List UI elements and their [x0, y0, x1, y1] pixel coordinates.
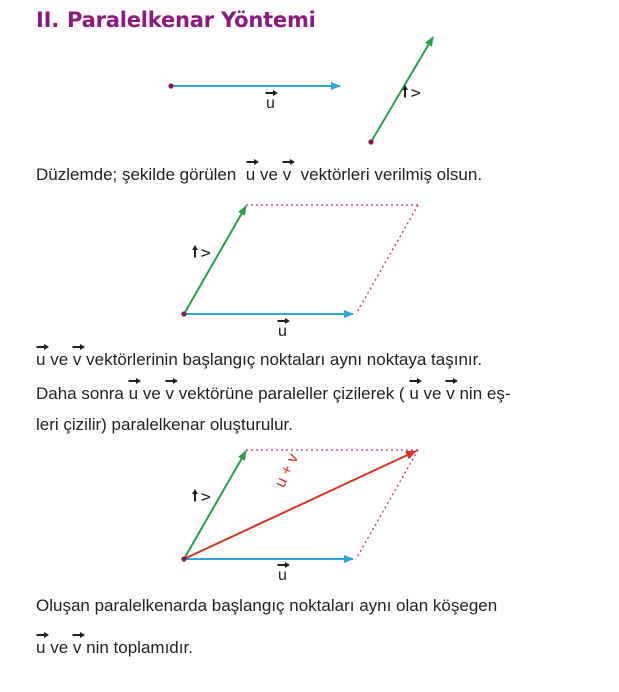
dotted-right-edge: [356, 205, 418, 314]
sum-label: u + v: [272, 451, 303, 491]
v-label: v: [197, 249, 214, 257]
paragraph-4-line-2: u ve v nin toplamıdır.: [36, 638, 193, 657]
figure-sum: [181, 450, 418, 562]
v-start-point: [368, 139, 373, 144]
paragraph-2: u ve v vektörlerinin başlangıç noktaları aynı noktaya taşınır.: [36, 350, 483, 369]
dotted-right-edge: [356, 450, 418, 559]
paragraph-1: Düzlemde; şekilde görülen u ve v vektörleri verilmiş olsun.: [36, 165, 483, 184]
section-heading: Paralelkenar Yöntemi: [67, 8, 316, 32]
v-vector: [184, 451, 246, 559]
common-start-point: [181, 556, 186, 561]
u-start-point: [168, 83, 173, 88]
v-vector: [184, 206, 246, 314]
paragraph-3-line-1: Daha sonra u ve v vektörüne paraleller çizilerek ( u ve v nin eş-: [36, 384, 511, 403]
u-label: u: [266, 95, 275, 112]
v-label: v: [197, 493, 214, 501]
figure-parallelogram: [181, 205, 418, 317]
sum-vector: [184, 451, 416, 559]
figure-separate-vectors: [168, 37, 433, 145]
section-number: II.: [36, 8, 60, 32]
u-label: u: [278, 323, 287, 340]
common-start-point: [181, 311, 186, 316]
paragraph-4-line-1: Oluşan paralelkenarda başlangıç noktaları aynı olan köşegen: [36, 596, 498, 615]
paragraph-3-line-2: leri çizilir) paralelkenar oluşturulur.: [36, 415, 293, 434]
u-label: u: [278, 567, 287, 584]
v-label: v: [407, 89, 424, 97]
